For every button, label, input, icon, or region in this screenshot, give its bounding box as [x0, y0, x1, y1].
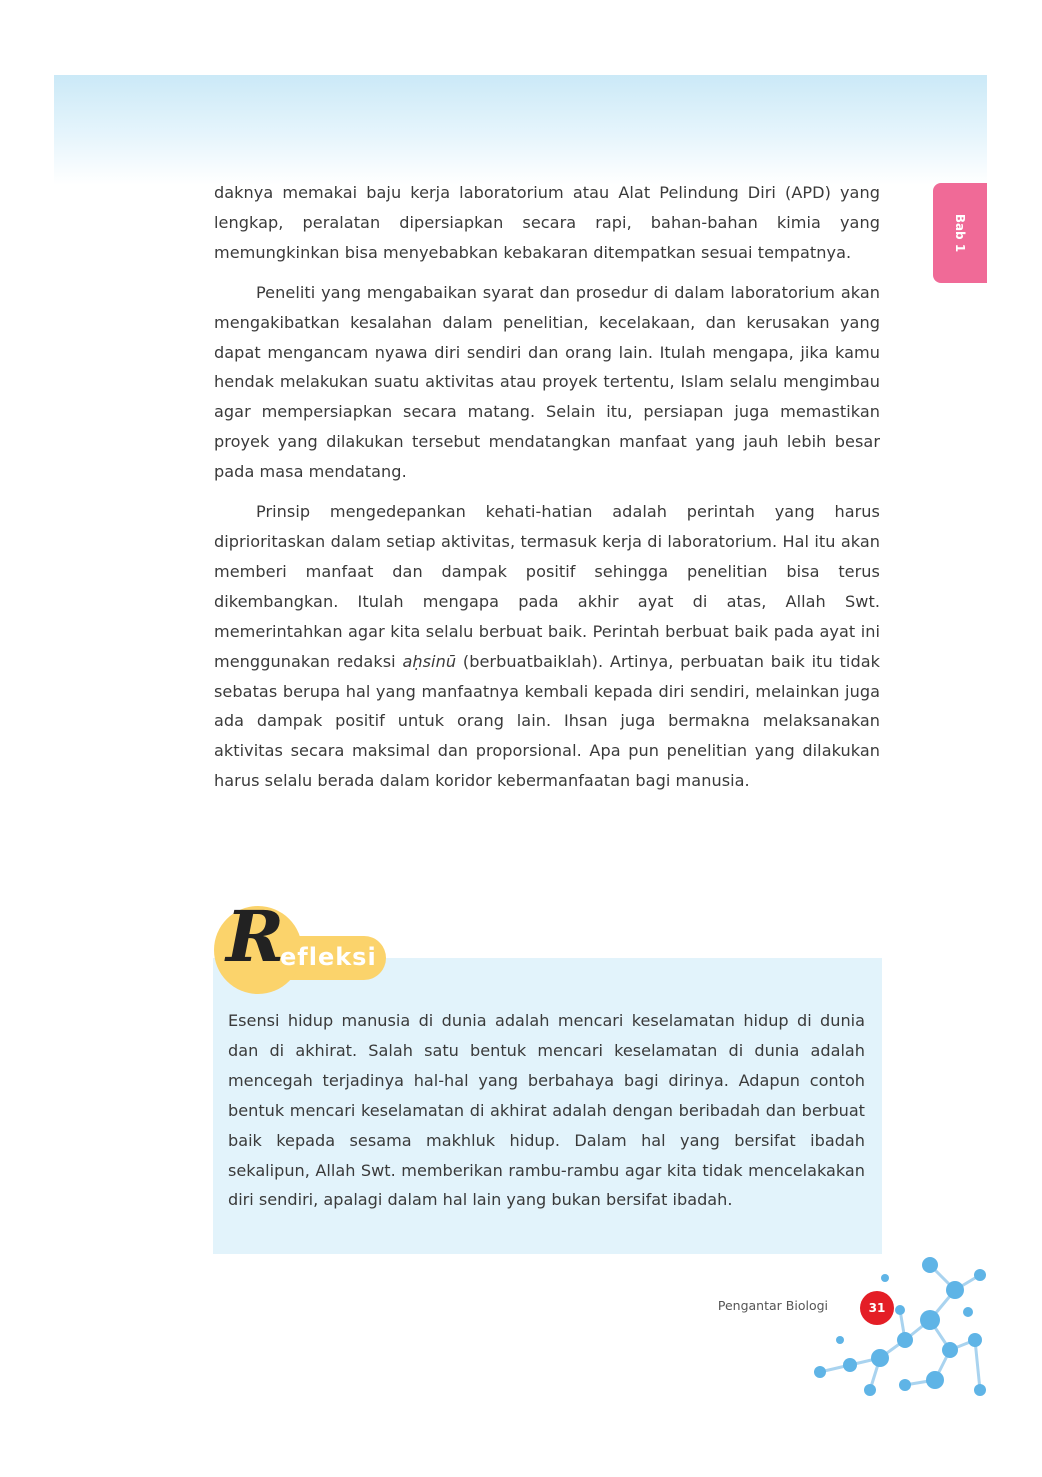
- atom: [895, 1305, 905, 1315]
- atom: [942, 1342, 958, 1358]
- atom: [871, 1349, 889, 1367]
- refleksi-title: efleksi: [280, 943, 377, 971]
- paragraph-1: daknya memakai baju kerja laboratorium atau Alat Pelindung Diri (APD) yang lengkap, peralatan dipersiapkan secara rapi, bahan-bahan kimia yang memungkinkan bisa menyebabkan kebakaran ditempatkan sesuai tempatnya.: [214, 183, 880, 262]
- paragraph-2: Peneliti yang mengabaikan syarat dan prosedur di dalam laboratorium akan mengakibatkan kesalahan dalam penelitian, kecelakaan, dan kerusakan yang dapat mengancam nyawa diri sendiri dan orang lain. Itulah mengapa, jika kamu hendak melakukan suatu aktivitas atau proyek tertentu, Islam selalu mengimbau agar mempersiapkan secara matang. Selain itu, persiapan juga memastikan proyek yang dilakukan tersebut mendatangkan manfaat yang jauh lebih besar pada masa mendatang.: [214, 282, 880, 482]
- atom: [864, 1384, 876, 1396]
- atom: [843, 1358, 857, 1372]
- atom: [881, 1274, 889, 1282]
- atom: [920, 1310, 940, 1330]
- atom: [926, 1371, 944, 1389]
- atom: [897, 1332, 913, 1348]
- atom: [974, 1384, 986, 1396]
- refleksi-initial: R: [226, 895, 285, 978]
- atom: [968, 1333, 982, 1347]
- atom: [922, 1257, 938, 1273]
- page-number-badge: 31: [860, 1291, 894, 1325]
- atom: [974, 1269, 986, 1281]
- atom: [899, 1379, 911, 1391]
- refleksi-text: Esensi hidup manusia di dunia adalah mencari keselamatan hidup di dunia dan di akhirat. Salah satu bentuk mencari keselamatan di dunia adalah mencegah terjadinya hal-hal yang berbahaya bagi dirinya. Adapun contoh bentuk mencari keselamatan di akhirat adalah dengan beribadah dan berbuat baik kepada sesama makhluk hidup. Dalam hal yang bersifat ibadah sekalipun, Allah Swt. memberikan rambu-rambu agar kita tidak mencelakakan diri sendiri, apalagi dalam hal lain yang bukan bersifat ibadah.: [228, 1011, 865, 1210]
- atom: [946, 1281, 964, 1299]
- atom: [963, 1307, 973, 1317]
- atom: [814, 1366, 826, 1378]
- chapter-tab-label: Bab 1: [953, 213, 967, 253]
- atom: [836, 1336, 844, 1344]
- arabic-term: aḥsinū: [402, 651, 457, 671]
- footer-book-title: Pengantar Biologi: [717, 1298, 828, 1313]
- paragraph-3-part-1: Prinsip mengedepankan kehati-hatian adalah perintah yang harus diprioritaskan dalam setiap aktivitas, termasuk kerja di laboratorium. Hal itu akan memberi manfaat dan dampak positif sehingga penelitian bisa terus dikembangkan. Itulah mengapa pada akhir ayat di atas, Allah Swt. memerintahkan agar kita selalu berbuat baik. Perintah berbuat baik pada ayat ini menggunakan redaksi: [214, 502, 880, 671]
- paragraph-3-part-2: (berbuatbaiklah). Artinya, perbuatan baik itu tidak sebatas berupa hal yang manfaatnya kembali kepada diri sendiri, melainkan juga ada dampak positif untuk orang lain. Ihsan juga bermakna melaksanakan aktivitas secara maksimal dan proporsional. Apa pun penelitian yang dilakukan harus selalu berada dalam koridor kebermanfaatan bagi manusia.: [214, 651, 880, 791]
